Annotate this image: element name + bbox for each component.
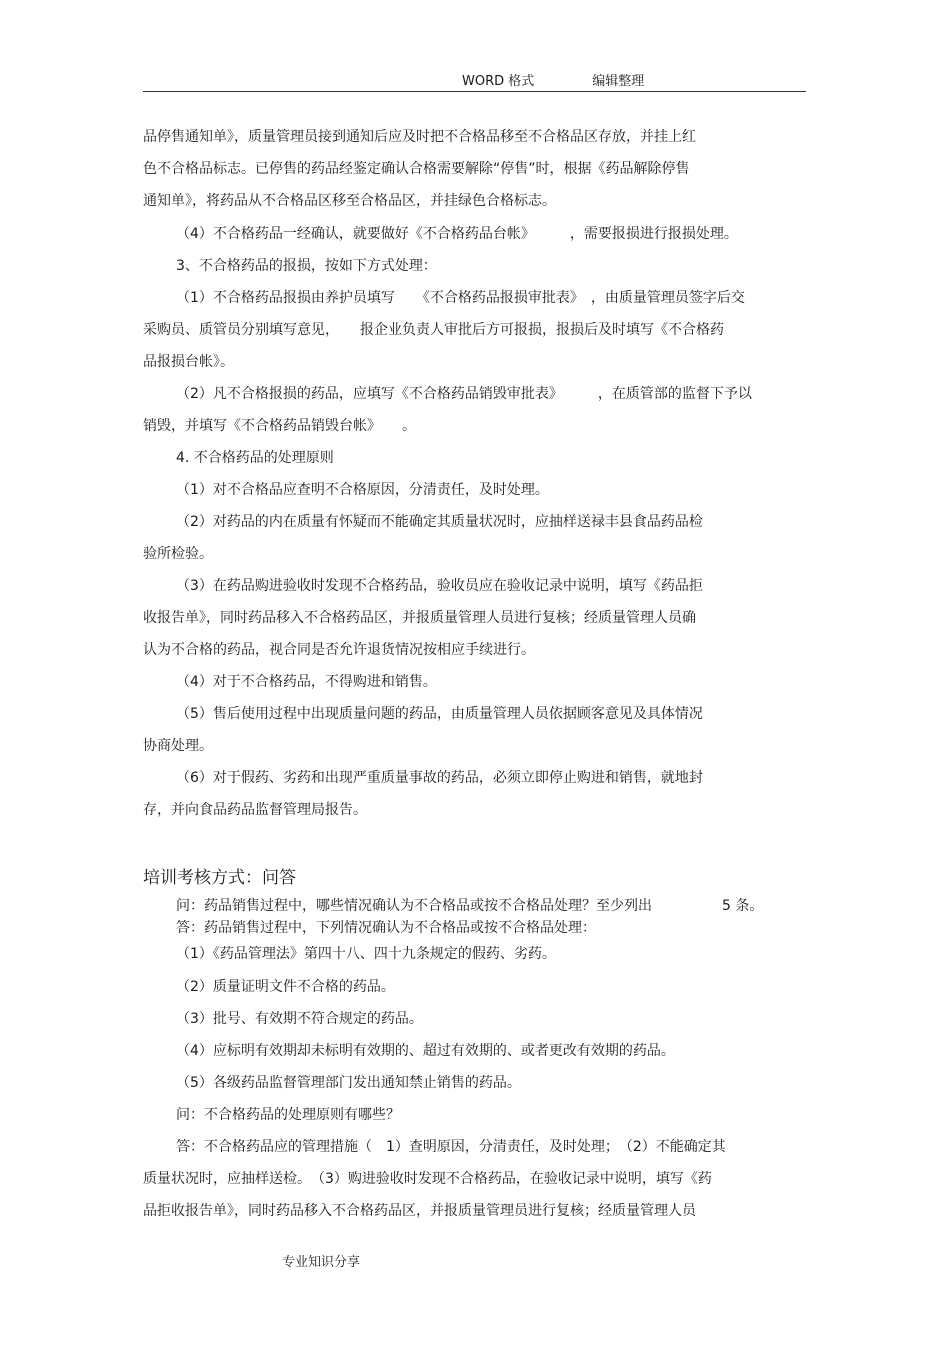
body-line: （1）不合格药品报损由养护员填写 《不合格药品报损审批表》 ，由质量管理员签字后交 — [176, 290, 745, 306]
body-line: 验所检验。 — [143, 546, 213, 562]
qa-line: 质量状况时，应抽样送检。 （3）购进验收时发现不合格药品，在验收记录中说明，填写《药 — [143, 1171, 712, 1187]
qa-line: （4）应标明有效期却未标明有效期的、超过有效期的、或者更改有效期的药品。 — [176, 1043, 675, 1059]
qa-line: （2）质量证明文件不合格的药品。 — [176, 979, 395, 995]
qa-line: （1）《药品管理法》第四十八、四十九条规定的假药、劣药。 — [176, 946, 556, 962]
body-line: 4. 不合格药品的处理原则 — [176, 450, 334, 466]
qa-line: 品拒收报告单》，同时药品移入不合格药品区，并报质量管理员进行复核；经质量管理人员 — [143, 1203, 696, 1219]
body-line: （5）售后使用过程中出现质量问题的药品，由质量管理人员依据顾客意见及具体情况 — [176, 706, 703, 722]
body-line: 品停售通知单》，质量管理员接到通知后应及时把不合格品移至不合格品区存放，并挂上红 — [143, 129, 696, 145]
body-line: （2）凡不合格报损的药品，应填写《不合格药品销毁审批表》 ，在质管部的监督下予以 — [176, 386, 752, 402]
header-rule — [143, 91, 806, 92]
body-line: （2）对药品的内在质量有怀疑而不能确定其质量状况时，应抽样送禄丰县食品药品检 — [176, 514, 703, 530]
qa-line: 答：药品销售过程中，下列情况确认为不合格品或按不合格品处理： — [176, 920, 596, 936]
body-line: 存，并向食品药品监督管理局报告。 — [143, 802, 367, 818]
body-line: 采购员、质管员分别填写意见， 报企业负责人审批后方可报损，报损后及时填写《不合格药 — [143, 322, 724, 338]
body-line: （1）对不合格品应查明不合格原因，分清责任，及时处理。 — [176, 482, 549, 498]
body-line: 协商处理。 — [143, 738, 213, 754]
body-line: 色不合格品标志。已停售的药品经鉴定确认合格需要解除“停售”时，根据《药品解除停售 — [143, 161, 690, 177]
qa-line: 问：不合格药品的处理原则有哪些？ — [176, 1107, 400, 1123]
qa-line: （5）各级药品监督管理部门发出通知禁止销售的药品。 — [176, 1075, 521, 1091]
body-line: 3、不合格药品的报损，按如下方式处理： — [176, 258, 437, 274]
page-header — [462, 70, 702, 89]
qa-line: 答：不合格药品应的管理措施（ 1）查明原因，分清责任，及时处理； （2）不能确定其 — [176, 1139, 726, 1155]
qa-line: 问：药品销售过程中，哪些情况确认为不合格品或按不合格品处理？至少列出 5 条。 — [176, 898, 764, 914]
header-right: 编辑整理 — [592, 74, 645, 89]
qa-line: （3）批号、有效期不符合规定的药品。 — [176, 1011, 423, 1027]
body-line: （3）在药品购进验收时发现不合格药品，验收员应在验收记录中说明，填写《药品拒 — [176, 578, 703, 594]
body-line: 销毁，并填写《不合格药品销毁台帐》 。 — [143, 418, 416, 434]
body-line: 收报告单》，同时药品移入不合格药品区，并报质量管理人员进行复核；经质量管理人员确 — [143, 610, 696, 626]
page-footer: 专业知识分享 — [282, 1255, 361, 1270]
body-line: （4）对于不合格药品，不得购进和销售。 — [176, 674, 437, 690]
header-left: WORD 格式 — [462, 74, 535, 89]
body-line: 通知单》，将药品从不合格品区移至合格品区，并挂绿色合格标志。 — [143, 193, 556, 209]
body-line: （6）对于假药、劣药和出现严重质量事故的药品，必须立即停止购进和销售，就地封 — [176, 770, 703, 786]
section-title: 培训考核方式：问答 — [143, 868, 296, 888]
body-line: 品报损台帐》。 — [143, 354, 234, 370]
body-line: 认为不合格的药品，视合同是否允许退货情况按相应手续进行。 — [143, 642, 535, 658]
body-line: （4）不合格药品一经确认，就要做好《不合格药品台帐》 ，需要报损进行报损处理。 — [176, 226, 738, 242]
